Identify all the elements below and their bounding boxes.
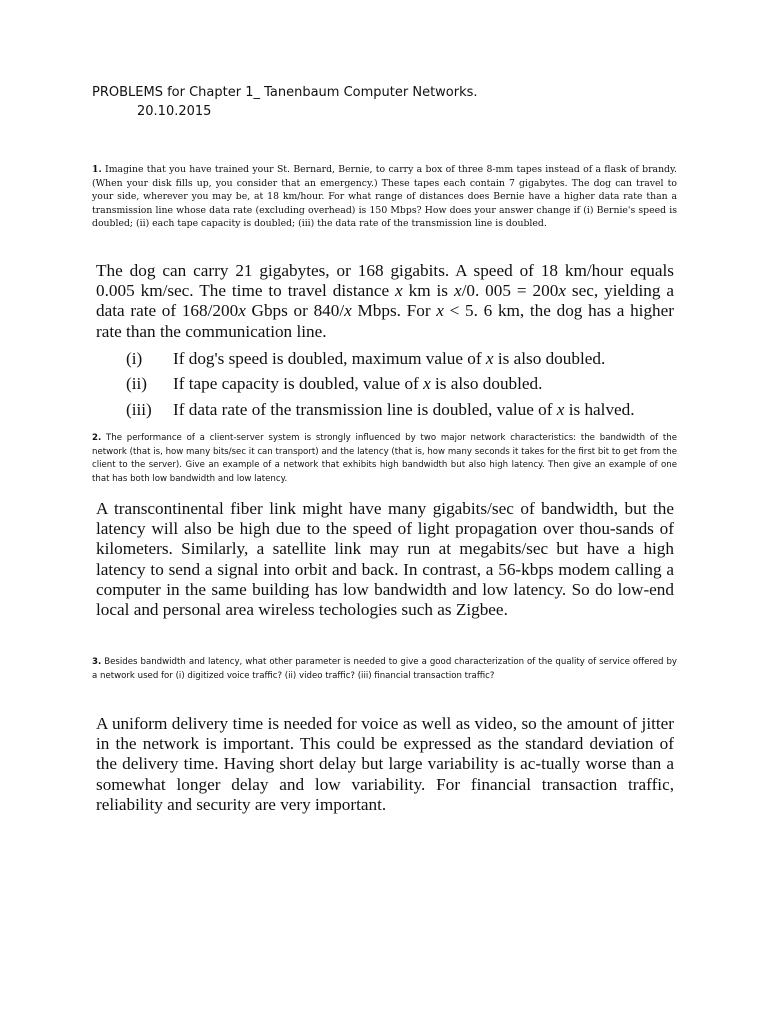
problem-1-question [92,163,677,231]
answer-text: sec, yielding a data rate of 168/200 [96,281,675,321]
problem-2-answer [96,499,674,620]
problem-2-number: 2. [92,433,102,443]
subitem-text: is also doubled. [493,348,606,368]
subitem [96,346,674,372]
problem-1-answer-paragraph [96,261,674,342]
problem-1-number: 1. [92,164,102,175]
problem-3-question-text: Besides bandwidth and latency, what other parameter is needed to give a good characterization of the quality of service offered by a network used for (i) digitized voice traffic? (ii) video traffic? (iii) financial transaction traffic? [92,657,677,681]
math-variable: x [395,281,403,301]
math-variable: x [485,348,494,368]
subitem-text: If data rate of the transmission line is doubled, value of [173,399,557,419]
answer-text: /0. 005 = 200 [461,281,559,301]
math-variable: x [344,301,352,321]
math-variable: x [423,374,431,394]
subitem-marker: (ii) [126,374,147,394]
document-title: PROBLEMS for Chapter 1_ Tanenbaum Computer Networks. [92,85,478,100]
problem-3-question [92,656,677,683]
answer-text: km is [402,281,454,301]
problem-2-answer-text: A transcontinental fiber link might have many gigabits/sec of bandwidth, but the latency will also be high due to the speed of light propagation over thou-sands of kilometers. Similarly, a satellite link may run at megabits/sec but have a high latency to send a signal into orbit and back. In contrast, a 56-kbps modem calling a computer in the same building has low bandwidth and low latency. So do low-end local and personal area wireless techologies such as Zigbee. [96,499,674,620]
math-variable: x [556,399,565,419]
problem-1-subitems [96,346,674,423]
subitem-text: is halved. [564,399,635,419]
math-variable: x [238,301,246,321]
problem-3-answer [96,714,674,815]
subitem-text: is also doubled. [430,374,543,394]
subitem-marker: (i) [126,348,143,368]
answer-text: Gbps or 840/ [245,301,345,321]
answer-text: Mbps. For [351,301,437,321]
document-date: 20.10.2015 [137,104,212,119]
problem-3-answer-text: A uniform delivery time is needed for voice as well as video, so the amount of jitter in the network is important. This could be expressed as the standard deviation of the delivery time. Having short delay but large variability is ac-tually worse than a somewhat longer delay and low variability. For financial transaction traffic, reliability and security are very important. [96,714,674,814]
math-variable: x [558,281,566,301]
subitem-text: If tape capacity is doubled, value of [173,374,424,394]
problem-2-question-text: The performance of a client-server system is strongly influenced by two major network characteristics: the bandwidth of the network (that is, how many bits/sec it can transport) and the latency (that is, how many seconds it takes for the first bit to get from the client to the server). Give an example of a network that exhibits high bandwidth but also high latency. Then give an example of one that has both low bandwidth and low latency. [92,433,677,484]
answer-text: < 5. 6 km, the dog has a higher rate than the communication line. [96,301,674,341]
math-variable: x [436,301,444,321]
subitem-text: If dog's speed is doubled, maximum value of [173,348,486,368]
problem-2-question [92,432,677,486]
problem-3-number: 3. [92,657,102,667]
problem-1-question-text: Imagine that you have trained your St. Bernard, Bernie, to carry a box of three 8-mm tapes instead of a flask of brandy. (When your disk fills up, you consider that an emergency.) These tapes each contain 7 gigabytes. The dog can travel to your side, wherever you may be, at 18 km/hour. For what range of distances does Bernie have a higher data rate than a transmission line whose data rate (excluding overhead) is 150 Mbps? How does your answer change if (i) Bernie's speed is doubled; (ii) each tape capacity is doubled; (iii) the data rate of the transmission line is doubled. [92,164,677,230]
problem-1-answer [96,261,674,422]
math-variable: x [453,281,462,301]
subitem [96,371,674,397]
document-header [92,83,478,121]
subitem-marker: (iii) [126,399,152,419]
answer-text: The dog can carry 21 gigabytes, or 168 gigabits. A speed of 18 km/hour equals 0.005 km/sec. The time to travel distance [96,261,674,301]
subitem [96,397,674,423]
